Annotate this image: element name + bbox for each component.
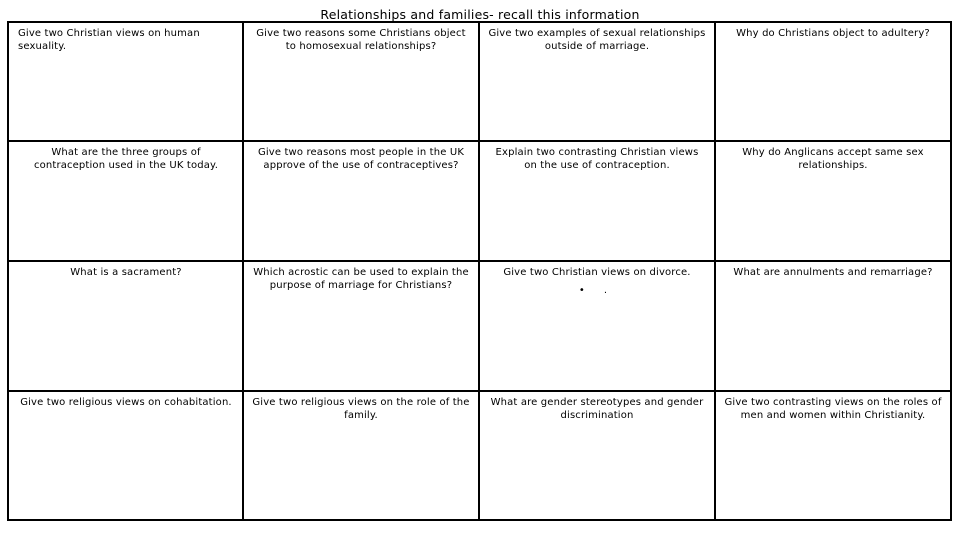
question-cell[interactable]: Give two reasons some Christians object to homosexual relationships? [244,23,480,142]
question-cell[interactable]: Give two religious views on the role of the family. [244,392,480,519]
question-cell[interactable]: Give two Christian views on human sexuality. [9,23,244,142]
question-cell[interactable]: Give two contrasting views on the roles of men and women within Christianity. [724,397,942,421]
page-title [0,7,960,22]
question-cell[interactable]: Why do Anglicans accept same sex relationships. [716,142,950,262]
page-title-text: Relationships and families- recall this information [320,7,640,22]
question-cell[interactable]: What are the three groups of contraception used in the UK today. [9,142,244,262]
question-cell[interactable]: Give two examples of sexual relationships outside of marriage. [480,23,716,142]
stray-marks: • . [578,285,616,296]
question-grid [7,21,952,521]
question-cell[interactable]: What is a sacrament? [9,262,244,392]
question-cell[interactable]: Why do Christians object to adultery? [716,23,950,142]
question-cell[interactable]: What are gender stereotypes and gender discrimination [480,392,716,519]
question-cell[interactable]: Give two religious views on cohabitation. [9,392,244,519]
question-cell[interactable]: Explain two contrasting Christian views on the use of contraception. [480,142,716,262]
question-cell[interactable]: What are annulments and remarriage? [716,262,950,392]
question-text: Give two Christian views on divorce. [503,267,691,278]
question-cell[interactable]: Give two reasons most people in the UK approve of the use of contraceptives? [244,142,480,262]
question-cell[interactable]: Which acrostic can be used to explain the purpose of marriage for Christians? [244,262,480,392]
question-cell-divorce[interactable] [480,262,716,392]
